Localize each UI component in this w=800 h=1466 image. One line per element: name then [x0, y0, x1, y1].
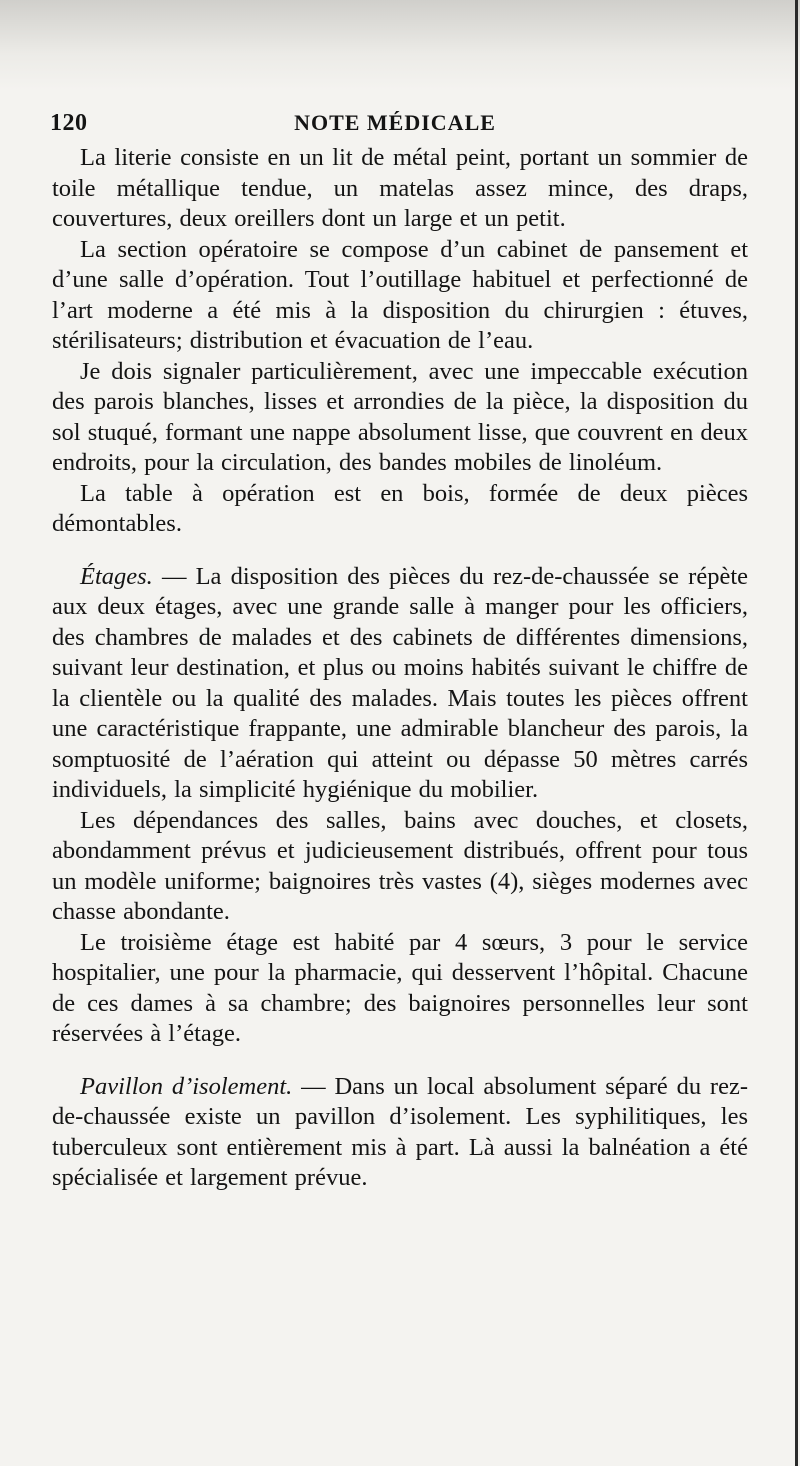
paragraph-table-operation	[52, 479, 748, 540]
paragraph-parois	[52, 357, 748, 479]
section-lead-pavillon: Pavillon d’isolement.	[80, 1072, 293, 1100]
paragraph-text: — Dans un local absolument séparé du rez-de-chaussée existe un pavillon d’isolement. Les syphilitiques, les tuberculeux sont entièrement mis à part. Là aussi la balnéation a été spécialisée et largement prévue.	[52, 1072, 748, 1191]
paragraph-literie	[52, 143, 748, 235]
paragraph-dependances	[52, 806, 748, 928]
paragraph-text: Le troisième étage est habité par 4 sœurs, 3 pour le service hospitalier, une pour la pharmacie, qui desservent l’hôpital. Chacune de ces dames à sa chambre; des baignoires personnelles leur sont réservées à l’étage.	[52, 928, 748, 1047]
paragraph-text: Je dois signaler particulièrement, avec une impeccable exécution des parois blanches, lisses et arrondies de la pièce, la disposition du sol stuqué, formant une nappe absolument lisse, que couvrent en deux endroits, pour la circulation, des bandes mobiles de linoléum.	[52, 357, 748, 476]
paragraph-pavillon-isolement	[52, 1072, 748, 1194]
paragraph-text: La section opératoire se compose d’un cabinet de pansement et d’une salle d’opération. Tout l’outillage habituel et perfectionné de l’art moderne a été mis à la disposition du chirurgien : étuves, stérilisateurs; distribution et évacuation de l’eau.	[52, 235, 748, 354]
paragraph-troisieme-etage	[52, 928, 748, 1050]
paragraph-text: Les dépendances des salles, bains avec douches, et closets, abondamment prévus et judicieusement distribués, offrent pour tous un modèle uniforme; baignoires très vastes (4), sièges modernes avec chasse abondante.	[52, 806, 748, 925]
page-number: 120	[50, 110, 88, 136]
paragraph-etages	[52, 562, 748, 806]
paragraph-section-operatoire	[52, 235, 748, 357]
body-text	[52, 143, 748, 1194]
page-header	[50, 110, 740, 140]
running-title: NOTE MÉDICALE	[294, 110, 496, 135]
paragraph-text: La table à opération est en bois, formée de deux pièces démontables.	[52, 479, 748, 537]
section-lead-etages: Étages.	[80, 562, 153, 590]
page-edge	[795, 0, 798, 1466]
page-top-shading	[0, 0, 800, 90]
paragraph-text: La literie consiste en un lit de métal peint, portant un sommier de toile métallique tendue, un matelas assez mince, des draps, couvertures, deux oreillers dont un large et un petit.	[52, 144, 748, 232]
paragraph-text: — La disposition des pièces du rez-de-chaussée se répète aux deux étages, avec une grande salle à manger pour les officiers, des chambres de malades et des cabinets de différentes dimensions, suivant leur destination, et plus ou moins habités suivant le chiffre de la clientèle ou la qualité des malades. Mais toutes les pièces offrent une caractéristique frappante, une admirable blancheur des parois, la somptuosité de l’aération qui atteint ou dépasse 50 mètres carrés individuels, la simplicité hygiénique du mobilier.	[52, 562, 748, 803]
